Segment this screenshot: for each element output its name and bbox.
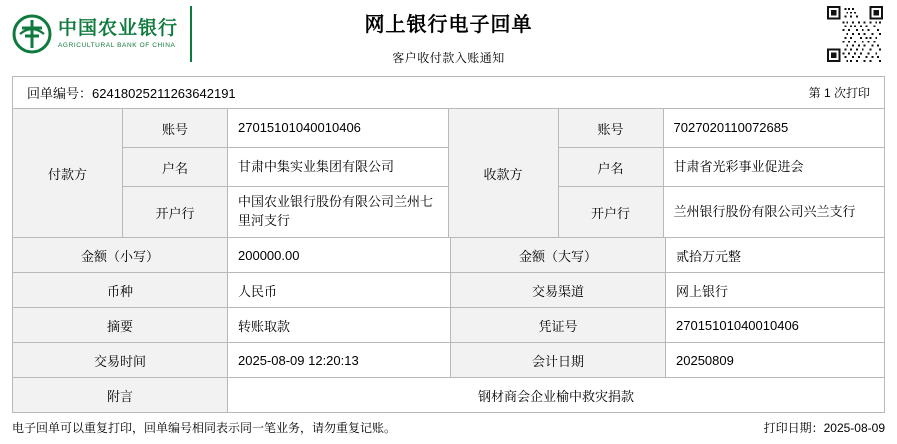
payer-block: [13, 109, 449, 237]
payer-title: 付款方: [13, 109, 123, 237]
payer-name-row: [123, 148, 448, 187]
bank-name-cn: 中国农业银行: [58, 17, 179, 39]
amount-row: [13, 238, 884, 273]
payee-account-value: 7027020110072685: [673, 119, 789, 135]
currency-value: 人民币: [228, 273, 451, 307]
payer-account-value: 27015101040010406: [238, 119, 361, 135]
transaction-time-value: 2025-08-09 12:20:13: [228, 343, 451, 377]
receipt-number-value: 62418025211263642191: [92, 86, 236, 101]
note-row: [13, 378, 884, 412]
transaction-time-row: [13, 343, 884, 378]
accounting-date-value: 20250809: [666, 343, 884, 377]
summary-label: 摘要: [13, 308, 228, 342]
payee-account-label: 账号: [559, 109, 664, 147]
amount-capital-value: 贰拾万元整: [666, 238, 884, 272]
payer-account-label: 账号: [123, 109, 228, 147]
payee-bank-value: 兰州银行股份有限公司兴兰支行: [673, 203, 856, 219]
transaction-time-label: 交易时间: [13, 343, 228, 377]
currency-label: 币种: [13, 273, 228, 307]
note-value: 钢材商会企业榆中救灾捐款: [228, 378, 884, 412]
receipt-table: [12, 76, 885, 413]
payee-name-row: [559, 148, 885, 187]
footer-disclaimer: 电子回单可以重复打印，回单编号相同表示同一笔业务，请勿重复记账。: [12, 420, 397, 435]
amount-small-label: 金额（小写）: [13, 238, 228, 272]
receipt-number-row: [13, 77, 884, 109]
currency-row: [13, 273, 884, 308]
payee-account-row: [559, 109, 885, 148]
receipt-number-label: 回单编号：: [27, 86, 93, 101]
summary-value: 转账取款: [228, 308, 451, 342]
payee-name-label: 户名: [559, 148, 664, 186]
payer-rows: [123, 109, 448, 237]
payer-bank-value: 中国农业银行股份有限公司兰州七里河支行: [238, 194, 434, 228]
title-block: [0, 8, 897, 66]
payee-rows: [559, 109, 885, 237]
amount-capital-label: 金额（大写）: [451, 238, 666, 272]
payer-account-row: [123, 109, 448, 148]
channel-label: 交易渠道: [451, 273, 666, 307]
payee-bank-row: [559, 187, 885, 237]
voucher-no-label: 凭证号: [451, 308, 666, 342]
payer-bank-row: [123, 187, 448, 237]
voucher-no-value: 27015101040010406: [666, 308, 884, 342]
page-title: 网上银行电子回单: [364, 14, 533, 36]
footer-print-date: 打印日期：2025-08-09: [763, 420, 885, 435]
page-subtitle: 客户收付款入账通知: [392, 51, 505, 65]
payee-block: [449, 109, 885, 237]
receipt-number: [27, 83, 236, 102]
note-label: 附言: [13, 378, 228, 412]
payee-title: 收款方: [449, 109, 559, 237]
payer-name-value: 甘肃中集实业集团有限公司: [238, 158, 395, 174]
channel-value: 网上银行: [666, 273, 884, 307]
parties-block: [13, 109, 884, 238]
bank-name-en: AGRICULTURAL BANK OF CHINA: [58, 42, 176, 50]
accounting-date-label: 会计日期: [451, 343, 666, 377]
page-footer: [12, 418, 885, 436]
amount-small-value: 200000.00: [228, 238, 451, 272]
page-header: [0, 0, 897, 72]
payer-bank-label: 开户行: [123, 187, 228, 237]
payer-name-label: 户名: [123, 148, 228, 186]
qr-code-icon: [827, 6, 883, 62]
print-count: 第 1 次打印: [808, 86, 870, 100]
summary-row: [13, 308, 884, 343]
payee-name-value: 甘肃省光彩事业促进会: [673, 158, 804, 174]
payee-bank-label: 开户行: [559, 187, 664, 237]
